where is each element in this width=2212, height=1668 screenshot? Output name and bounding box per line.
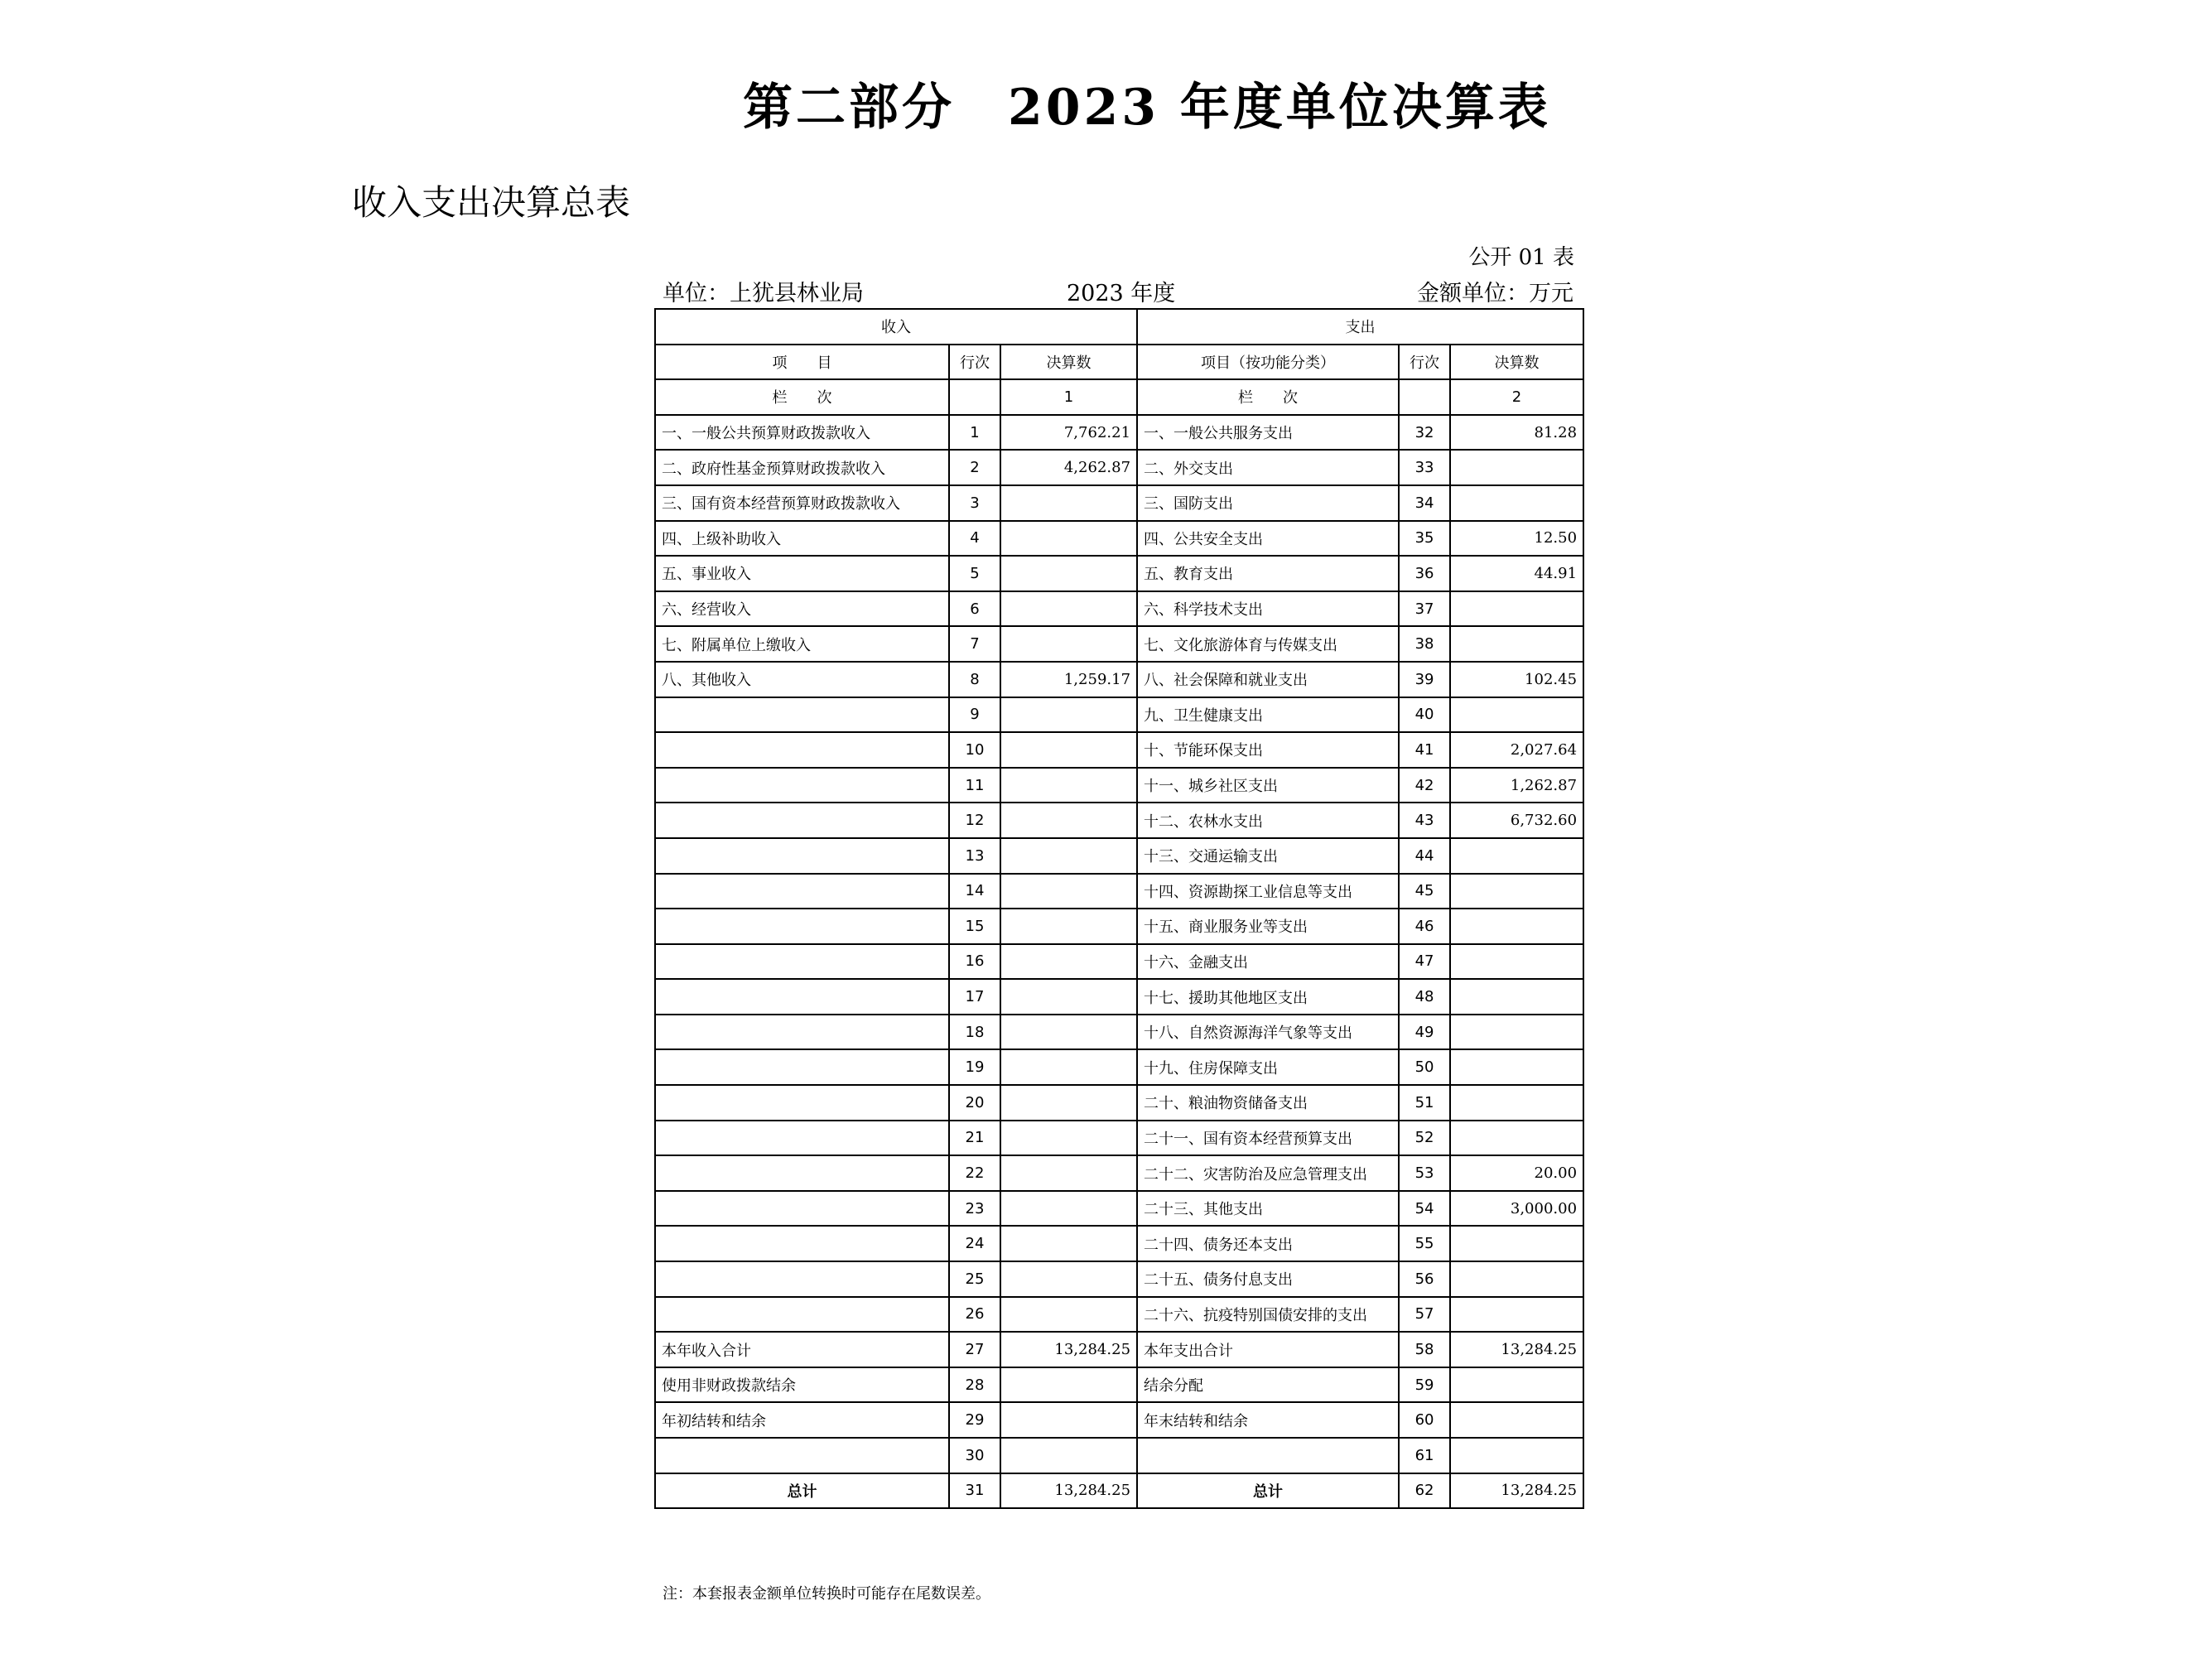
col-line-income: 行次: [949, 345, 1000, 380]
table-row: [655, 874, 1583, 909]
expense-line-cell: 58: [1399, 1332, 1450, 1367]
income-item-cell: [655, 1155, 949, 1191]
expense-amount-cell: 44.91: [1450, 556, 1583, 591]
income-amount-cell: [1000, 591, 1137, 627]
table-row: [655, 1155, 1583, 1191]
table-row: [655, 1191, 1583, 1227]
expense-item-cell: 本年支出合计: [1137, 1332, 1399, 1367]
income-item-cell: [655, 838, 949, 874]
income-amount-cell: [1000, 1015, 1137, 1050]
expense-amount-cell: [1450, 1438, 1583, 1473]
col-amount-expense: 决算数: [1450, 345, 1583, 380]
table-row: [655, 450, 1583, 485]
expense-amount-cell: [1450, 1226, 1583, 1261]
income-amount-cell: [1000, 944, 1137, 980]
empty-cell: [1399, 379, 1450, 415]
table-row: [655, 803, 1583, 838]
income-line-cell: 21: [949, 1121, 1000, 1156]
expense-amount-cell: 81.28: [1450, 415, 1583, 451]
table-row: [655, 591, 1583, 627]
income-amount-cell: [1000, 1297, 1137, 1333]
income-amount-cell: [1000, 556, 1137, 591]
table-row: [655, 1297, 1583, 1333]
expense-header: 支出: [1137, 309, 1583, 345]
income-amount-cell: [1000, 1085, 1137, 1121]
expense-item-cell: 七、文化旅游体育与传媒支出: [1137, 626, 1399, 662]
income-item-cell: [655, 1226, 949, 1261]
table-row: [655, 1226, 1583, 1261]
expense-amount-cell: [1450, 1049, 1583, 1085]
income-item-cell: 六、经营收入: [655, 591, 949, 627]
expense-amount-cell: [1450, 1015, 1583, 1050]
income-line-cell: 15: [949, 909, 1000, 944]
income-line-cell: 14: [949, 874, 1000, 909]
table-row: [655, 1402, 1583, 1438]
col-amount-income: 决算数: [1000, 345, 1137, 380]
expense-line-cell: 49: [1399, 1015, 1450, 1050]
expense-item-cell: 十八、自然资源海洋气象等支出: [1137, 1015, 1399, 1050]
expense-amount-cell: [1450, 838, 1583, 874]
income-item-cell: 七、附属单位上缴收入: [655, 626, 949, 662]
income-amount-cell: [1000, 768, 1137, 803]
expense-line-cell: 43: [1399, 803, 1450, 838]
expense-line-cell: 39: [1399, 662, 1450, 697]
income-item-cell: 八、其他收入: [655, 662, 949, 697]
table-row: [655, 1438, 1583, 1473]
income-line-cell: 25: [949, 1261, 1000, 1297]
expense-amount-cell: [1450, 1297, 1583, 1333]
income-item-cell: [655, 874, 949, 909]
footnote: 注：本套报表金额单位转换时可能存在尾数误差。: [663, 1585, 990, 1603]
col-line-expense: 行次: [1399, 345, 1450, 380]
income-item-cell: [655, 1049, 949, 1085]
table-row: [655, 1049, 1583, 1085]
expense-line-cell: 38: [1399, 626, 1450, 662]
income-amount-cell: 13,284.25: [1000, 1473, 1137, 1509]
income-amount-cell: [1000, 1438, 1137, 1473]
expense-item-cell: 二十一、国有资本经营预算支出: [1137, 1121, 1399, 1156]
table-row: [655, 979, 1583, 1015]
expense-index-value: 2: [1450, 379, 1583, 415]
income-item-cell: [655, 909, 949, 944]
income-amount-cell: [1000, 1121, 1137, 1156]
expense-item-cell: 总计: [1137, 1473, 1399, 1509]
table-row: [655, 944, 1583, 980]
income-line-cell: 23: [949, 1191, 1000, 1227]
expense-line-cell: 56: [1399, 1261, 1450, 1297]
expense-item-cell: 六、科学技术支出: [1137, 591, 1399, 627]
expense-line-cell: 61: [1399, 1438, 1450, 1473]
income-line-cell: 4: [949, 521, 1000, 557]
table-header-row: [655, 309, 1583, 345]
income-amount-cell: [1000, 1191, 1137, 1227]
expense-item-cell: 十三、交通运输支出: [1137, 838, 1399, 874]
table-row: [655, 838, 1583, 874]
expense-item-cell: 十九、住房保障支出: [1137, 1049, 1399, 1085]
income-line-cell: 7: [949, 626, 1000, 662]
income-item-cell: [655, 944, 949, 980]
expense-item-cell: 十四、资源勘探工业信息等支出: [1137, 874, 1399, 909]
income-amount-cell: 7,762.21: [1000, 415, 1137, 451]
expense-line-cell: 32: [1399, 415, 1450, 451]
income-line-cell: 8: [949, 662, 1000, 697]
income-amount-cell: [1000, 838, 1137, 874]
income-line-cell: 18: [949, 1015, 1000, 1050]
income-item-cell: 三、国有资本经营预算财政拨款收入: [655, 485, 949, 521]
table-row: [655, 1332, 1583, 1367]
income-line-cell: 26: [949, 1297, 1000, 1333]
fiscal-year: 2023 年度: [1067, 281, 1176, 306]
income-amount-cell: [1000, 732, 1137, 768]
expense-line-cell: 55: [1399, 1226, 1450, 1261]
income-item-cell: 二、政府性基金预算财政拨款收入: [655, 450, 949, 485]
expense-item-cell: [1137, 1438, 1399, 1473]
income-item-cell: 四、上级补助收入: [655, 521, 949, 557]
income-item-cell: [655, 1121, 949, 1156]
income-line-cell: 11: [949, 768, 1000, 803]
income-line-cell: 31: [949, 1473, 1000, 1509]
expense-item-cell: 十七、援助其他地区支出: [1137, 979, 1399, 1015]
expense-amount-cell: [1450, 485, 1583, 521]
income-header: 收入: [655, 309, 1137, 345]
expense-line-cell: 42: [1399, 768, 1450, 803]
expense-amount-cell: 6,732.60: [1450, 803, 1583, 838]
income-amount-cell: [1000, 909, 1137, 944]
income-line-cell: 3: [949, 485, 1000, 521]
expense-item-cell: 一、一般公共服务支出: [1137, 415, 1399, 451]
income-line-cell: 5: [949, 556, 1000, 591]
table-row: [655, 485, 1583, 521]
expense-item-cell: 三、国防支出: [1137, 485, 1399, 521]
expense-item-cell: 二十四、债务还本支出: [1137, 1226, 1399, 1261]
table-row: [655, 626, 1583, 662]
expense-amount-cell: [1450, 1367, 1583, 1403]
income-line-cell: 20: [949, 1085, 1000, 1121]
table-row: [655, 1121, 1583, 1156]
expense-item-cell: 年末结转和结余: [1137, 1402, 1399, 1438]
table-row: [655, 768, 1583, 803]
income-line-cell: 12: [949, 803, 1000, 838]
expense-item-cell: 二十六、抗疫特别国债安排的支出: [1137, 1297, 1399, 1333]
expense-amount-cell: [1450, 697, 1583, 733]
column-index-row: [655, 379, 1583, 415]
expense-line-cell: 35: [1399, 521, 1450, 557]
expense-line-cell: 46: [1399, 909, 1450, 944]
expense-item-cell: 二十二、灾害防治及应急管理支出: [1137, 1155, 1399, 1191]
income-item-cell: [655, 1438, 949, 1473]
expense-item-cell: 九、卫生健康支出: [1137, 697, 1399, 733]
expense-line-cell: 41: [1399, 732, 1450, 768]
amount-unit: 金额单位：万元: [1417, 281, 1573, 306]
income-index-label: 栏 次: [655, 379, 949, 415]
income-amount-cell: [1000, 979, 1137, 1015]
income-line-cell: 19: [949, 1049, 1000, 1085]
expense-amount-cell: 1,262.87: [1450, 768, 1583, 803]
table-row: [655, 1473, 1583, 1509]
income-item-cell: 年初结转和结余: [655, 1402, 949, 1438]
expense-amount-cell: [1450, 1085, 1583, 1121]
expense-amount-cell: [1450, 450, 1583, 485]
table-row: [655, 1261, 1583, 1297]
table-row: [655, 732, 1583, 768]
income-line-cell: 17: [949, 979, 1000, 1015]
income-item-cell: 一、一般公共预算财政拨款收入: [655, 415, 949, 451]
col-expense-item: 项目（按功能分类）: [1137, 345, 1399, 380]
income-index-value: 1: [1000, 379, 1137, 415]
expense-line-cell: 33: [1399, 450, 1450, 485]
income-line-cell: 24: [949, 1226, 1000, 1261]
expense-line-cell: 45: [1399, 874, 1450, 909]
expense-line-cell: 50: [1399, 1049, 1450, 1085]
income-amount-cell: [1000, 626, 1137, 662]
table-row: [655, 1085, 1583, 1121]
expense-index-label: 栏 次: [1137, 379, 1399, 415]
table-row: [655, 697, 1583, 733]
expense-amount-cell: [1450, 626, 1583, 662]
expense-item-cell: 十、节能环保支出: [1137, 732, 1399, 768]
income-amount-cell: 1,259.17: [1000, 662, 1137, 697]
income-amount-cell: 4,262.87: [1000, 450, 1137, 485]
section-title: 收入支出决算总表: [352, 182, 631, 223]
expense-amount-cell: 102.45: [1450, 662, 1583, 697]
expense-amount-cell: 2,027.64: [1450, 732, 1583, 768]
income-item-cell: [655, 1085, 949, 1121]
income-item-cell: [655, 1191, 949, 1227]
expense-amount-cell: 13,284.25: [1450, 1332, 1583, 1367]
income-item-cell: [655, 732, 949, 768]
income-item-cell: [655, 1261, 949, 1297]
expense-item-cell: 二十五、债务付息支出: [1137, 1261, 1399, 1297]
expense-amount-cell: [1450, 874, 1583, 909]
expense-amount-cell: [1450, 1261, 1583, 1297]
income-line-cell: 2: [949, 450, 1000, 485]
income-amount-cell: [1000, 874, 1137, 909]
expense-amount-cell: [1450, 591, 1583, 627]
col-income-item: 项 目: [655, 345, 949, 380]
expense-item-cell: 十六、金融支出: [1137, 944, 1399, 980]
income-amount-cell: [1000, 1367, 1137, 1403]
expense-line-cell: 59: [1399, 1367, 1450, 1403]
expense-item-cell: 二十、粮油物资储备支出: [1137, 1085, 1399, 1121]
page-title: 第二部分 2023 年度单位决算表: [743, 79, 1551, 137]
income-item-cell: [655, 979, 949, 1015]
expense-item-cell: 八、社会保障和就业支出: [1137, 662, 1399, 697]
expense-line-cell: 60: [1399, 1402, 1450, 1438]
income-line-cell: 27: [949, 1332, 1000, 1367]
income-item-cell: [655, 1297, 949, 1333]
income-amount-cell: [1000, 1261, 1137, 1297]
income-line-cell: 9: [949, 697, 1000, 733]
expense-item-cell: 十五、商业服务业等支出: [1137, 909, 1399, 944]
expense-line-cell: 54: [1399, 1191, 1450, 1227]
income-expense-table: [654, 308, 1584, 1509]
expense-item-cell: 二十三、其他支出: [1137, 1191, 1399, 1227]
expense-amount-cell: 12.50: [1450, 521, 1583, 557]
income-item-cell: [655, 768, 949, 803]
expense-line-cell: 47: [1399, 944, 1450, 980]
income-amount-cell: [1000, 485, 1137, 521]
income-item-cell: 五、事业收入: [655, 556, 949, 591]
expense-amount-cell: 20.00: [1450, 1155, 1583, 1191]
income-item-cell: 总计: [655, 1473, 949, 1509]
table-row: [655, 415, 1583, 451]
income-line-cell: 13: [949, 838, 1000, 874]
expense-item-cell: 二、外交支出: [1137, 450, 1399, 485]
expense-amount-cell: [1450, 1402, 1583, 1438]
report-meta: [659, 275, 1573, 305]
income-line-cell: 29: [949, 1402, 1000, 1438]
expense-item-cell: 结余分配: [1137, 1367, 1399, 1403]
income-line-cell: 16: [949, 944, 1000, 980]
income-line-cell: 1: [949, 415, 1000, 451]
income-amount-cell: [1000, 521, 1137, 557]
expense-item-cell: 五、教育支出: [1137, 556, 1399, 591]
expense-item-cell: 十一、城乡社区支出: [1137, 768, 1399, 803]
expense-line-cell: 57: [1399, 1297, 1450, 1333]
table-row: [655, 556, 1583, 591]
expense-amount-cell: [1450, 909, 1583, 944]
income-item-cell: [655, 1015, 949, 1050]
expense-item-cell: 十二、农林水支出: [1137, 803, 1399, 838]
income-amount-cell: [1000, 1049, 1137, 1085]
income-amount-cell: 13,284.25: [1000, 1332, 1137, 1367]
column-header-row: [655, 345, 1583, 380]
expense-line-cell: 37: [1399, 591, 1450, 627]
income-line-cell: 6: [949, 591, 1000, 627]
table-row: [655, 662, 1583, 697]
income-item-cell: [655, 803, 949, 838]
income-amount-cell: [1000, 1402, 1137, 1438]
table-row: [655, 521, 1583, 557]
expense-line-cell: 36: [1399, 556, 1450, 591]
income-amount-cell: [1000, 1155, 1137, 1191]
expense-line-cell: 53: [1399, 1155, 1450, 1191]
income-amount-cell: [1000, 697, 1137, 733]
income-line-cell: 28: [949, 1367, 1000, 1403]
expense-line-cell: 40: [1399, 697, 1450, 733]
expense-line-cell: 51: [1399, 1085, 1450, 1121]
unit-label: 单位：上犹县林业局: [663, 281, 864, 306]
expense-line-cell: 44: [1399, 838, 1450, 874]
expense-amount-cell: [1450, 979, 1583, 1015]
income-item-cell: 使用非财政拨款结余: [655, 1367, 949, 1403]
income-item-cell: 本年收入合计: [655, 1332, 949, 1367]
expense-amount-cell: [1450, 1121, 1583, 1156]
income-amount-cell: [1000, 1226, 1137, 1261]
expense-line-cell: 62: [1399, 1473, 1450, 1509]
expense-line-cell: 48: [1399, 979, 1450, 1015]
form-number: 公开 01 表: [1468, 245, 1574, 270]
income-amount-cell: [1000, 803, 1137, 838]
income-line-cell: 10: [949, 732, 1000, 768]
expense-amount-cell: [1450, 944, 1583, 980]
expense-line-cell: 52: [1399, 1121, 1450, 1156]
expense-item-cell: 四、公共安全支出: [1137, 521, 1399, 557]
income-line-cell: 30: [949, 1438, 1000, 1473]
table-row: [655, 909, 1583, 944]
table-row: [655, 1367, 1583, 1403]
expense-amount-cell: 3,000.00: [1450, 1191, 1583, 1227]
income-line-cell: 22: [949, 1155, 1000, 1191]
income-item-cell: [655, 697, 949, 733]
expense-amount-cell: 13,284.25: [1450, 1473, 1583, 1509]
table-row: [655, 1015, 1583, 1050]
empty-cell: [949, 379, 1000, 415]
expense-line-cell: 34: [1399, 485, 1450, 521]
